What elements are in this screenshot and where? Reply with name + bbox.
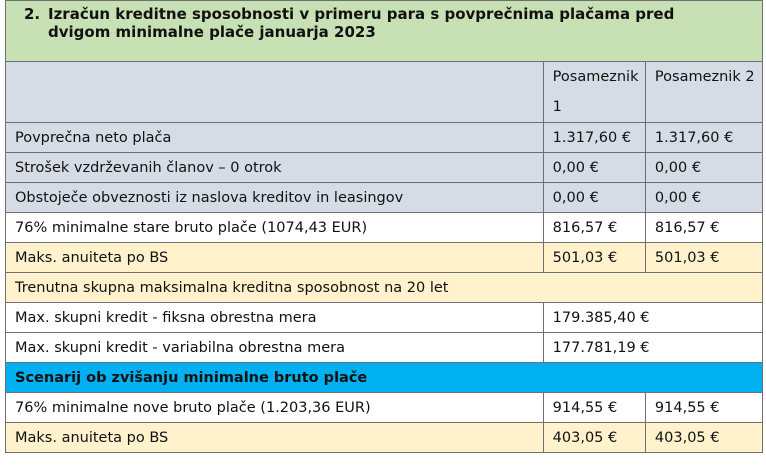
row-value-1: 501,03 €	[543, 243, 645, 273]
current-total-heading-row	[6, 273, 763, 303]
header-row	[6, 62, 763, 123]
table-row	[6, 333, 763, 363]
row-value-2: 816,57 €	[645, 213, 762, 243]
row-value-1: 0,00 €	[543, 183, 645, 213]
row-label: Maks. anuiteta po BS	[6, 243, 544, 273]
variable-rate-value: 177.781,19 €	[543, 333, 762, 363]
credit-capacity-table	[5, 0, 763, 453]
row-value-1: 0,00 €	[543, 153, 645, 183]
fixed-rate-label: Max. skupni kredit - fiksna obrestna mera	[6, 303, 544, 333]
variable-rate-label: Max. skupni kredit - variabilna obrestna mera	[6, 333, 544, 363]
row-value-1: 1.317,60 €	[543, 123, 645, 153]
row-value-2: 403,05 €	[645, 423, 762, 453]
header-posameznik-1: Posameznik 1	[543, 62, 645, 123]
title-row	[6, 1, 763, 62]
row-value-2: 1.317,60 €	[645, 123, 762, 153]
row-value-2: 0,00 €	[645, 183, 762, 213]
table-row	[6, 393, 763, 423]
row-value-2: 0,00 €	[645, 153, 762, 183]
row-label: 76% minimalne stare bruto plače (1074,43 EUR)	[6, 213, 544, 243]
table-row-annuity	[6, 243, 763, 273]
row-label: Povprečna neto plača	[6, 123, 544, 153]
header-blank-cell	[6, 62, 544, 123]
row-label: Obstoječe obveznosti iz naslova kreditov in leasingov	[6, 183, 544, 213]
title-line-1: 2. Izračun kreditne sposobnosti v primeru para s povprečnima plačama pred	[16, 5, 752, 23]
title-number: 2.	[24, 5, 41, 23]
row-label: Maks. anuiteta po BS	[6, 423, 544, 453]
row-label: 76% minimalne nove bruto plače (1.203,36 EUR)	[6, 393, 544, 423]
scenario-heading-row	[6, 363, 763, 393]
row-value-1: 403,05 €	[543, 423, 645, 453]
table-row-annuity	[6, 423, 763, 453]
fixed-rate-value: 179.385,40 €	[543, 303, 762, 333]
table-title	[6, 1, 763, 62]
row-value-2: 914,55 €	[645, 393, 762, 423]
row-value-2: 501,03 €	[645, 243, 762, 273]
header-posameznik-2: Posameznik 2	[645, 62, 762, 123]
table-row	[6, 303, 763, 333]
table-row	[6, 123, 763, 153]
row-value-1: 914,55 €	[543, 393, 645, 423]
scenario-heading: Scenarij ob zvišanju minimalne bruto plače	[6, 363, 763, 393]
table-row	[6, 153, 763, 183]
row-value-1: 816,57 €	[543, 213, 645, 243]
current-total-heading: Trenutna skupna maksimalna kreditna sposobnost na 20 let	[6, 273, 763, 303]
row-label: Strošek vzdrževanih članov – 0 otrok	[6, 153, 544, 183]
title-line-2: dvigom minimalne plače januarja 2023	[48, 23, 376, 41]
table-row	[6, 213, 763, 243]
table-row	[6, 183, 763, 213]
